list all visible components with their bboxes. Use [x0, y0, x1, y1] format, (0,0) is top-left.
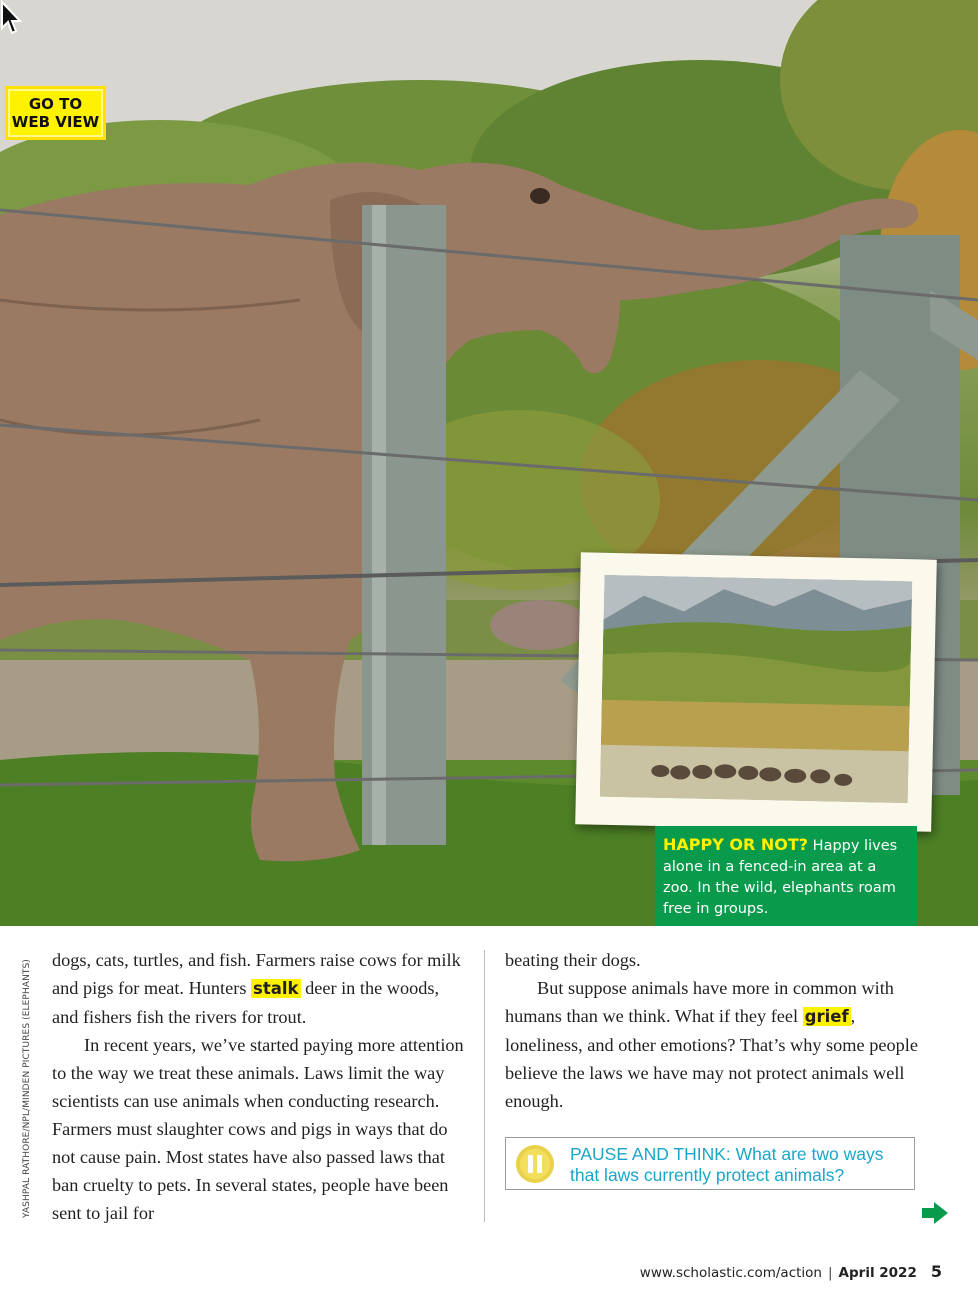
- page-footer: [640, 1262, 942, 1281]
- paragraph: dogs, cats, turtles, and fish. Farmers raise cows for milk and pigs for meat. Hunters stalk deer in the woods, and fishers fish the rivers for trout.: [52, 950, 461, 1027]
- pause-and-think-box: [505, 1137, 915, 1190]
- paragraph: In recent years, we’ve started paying more attention to the way we treat these animals. Laws limit the way scientists can use animals when conducting research. Farmers must slaughter cows and pigs in ways that do not cause pain. Most states have also passed laws that ban cruelty to pets. In several states, people have been sent to jail for: [52, 1035, 464, 1223]
- footer-date: April 2022: [838, 1265, 917, 1281]
- paragraph: beating their dogs.: [505, 950, 641, 970]
- vocab-word[interactable]: stalk: [253, 979, 299, 998]
- caption-highlight: HAPPY OR NOT?: [663, 835, 809, 854]
- page-number: 5: [930, 1262, 942, 1281]
- pause-and-think-text: PAUSE AND THINK: What are two ways that laws currently protect animals?: [570, 1144, 884, 1185]
- photo-caption: [655, 826, 917, 926]
- mouse-cursor-icon: [0, 0, 22, 36]
- vocab-word[interactable]: grief: [804, 1007, 849, 1026]
- footer-url[interactable]: www.scholastic.com/action: [639, 1265, 822, 1281]
- go-to-web-view-button[interactable]: GO TO WEB VIEW: [5, 86, 106, 140]
- wild-elephants-photo: [600, 575, 913, 803]
- column-divider: [484, 950, 485, 1222]
- next-page-arrow-icon[interactable]: [922, 1202, 948, 1224]
- pause-icon: [515, 1144, 555, 1184]
- footer-separator: |: [827, 1265, 833, 1281]
- caption-text: Happy lives alone in a fenced-in area at a zoo. In the wild, elephants roam free in groups.: [663, 838, 898, 917]
- inset-photo-frame: [575, 552, 937, 831]
- paragraph: But suppose animals have more in common with humans than we think. What if they feel grief , loneliness, and other emotions? That’s why some people believe the laws we have may not protect animals well enough.: [505, 978, 918, 1111]
- right-column: [505, 946, 925, 1115]
- photo-credit: YASHPAL RATHORE/NPL/MINDEN PICTURES (ELEPHANTS): [22, 959, 32, 1218]
- left-column: [52, 946, 467, 1227]
